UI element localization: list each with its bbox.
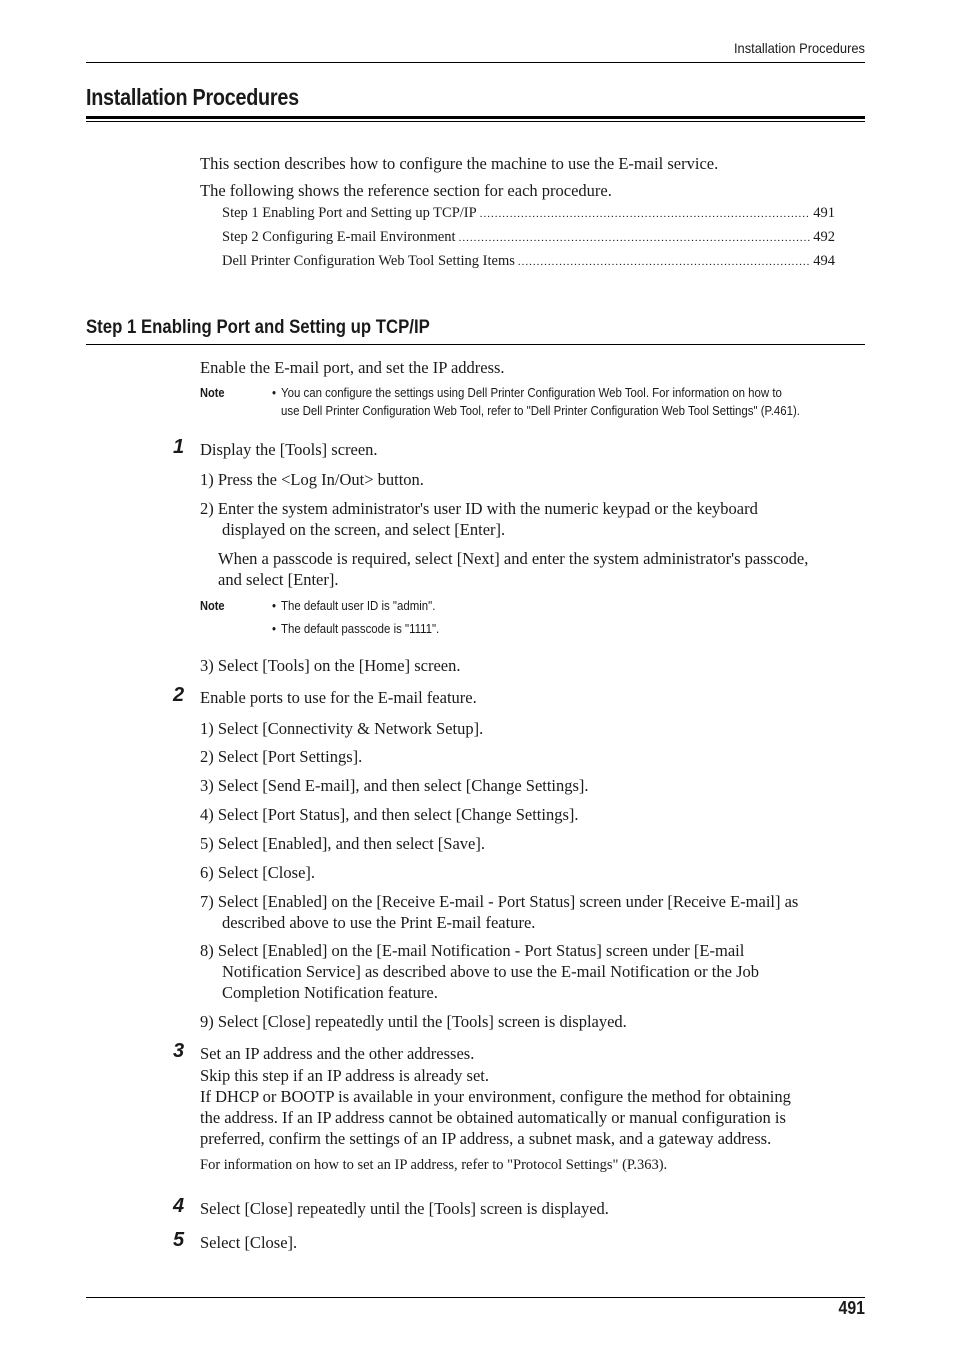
title-rule-thick	[86, 116, 865, 119]
step-paragraph: When a passcode is required, select [Next] and enter the system administrator's passcode,	[218, 549, 809, 568]
substep: 1) Press the <Log In/Out> button.	[200, 470, 424, 489]
toc-leader-dots	[459, 232, 811, 244]
step-paragraph: Skip this step if an IP address is already set.	[200, 1066, 490, 1085]
note-label: Note	[200, 598, 225, 613]
step-paragraph: If DHCP or BOOTP is available in your environment, configure the method for obtaining	[200, 1087, 791, 1106]
substep-continued: described above to use the Print E-mail feature.	[222, 913, 536, 932]
toc-entry[interactable]	[222, 229, 835, 246]
reference-note: For information on how to set an IP address, refer to "Protocol Settings" (P.363).	[200, 1157, 668, 1173]
toc-entry-page[interactable]: 491	[813, 205, 835, 221]
section-rule	[86, 344, 865, 345]
step-text: Select [Close].	[200, 1233, 298, 1252]
toc-entry-label[interactable]: Dell Printer Configuration Web Tool Setting Items	[222, 253, 515, 269]
note-text-line: The default passcode is "1111".	[281, 621, 440, 636]
substep-continued: Completion Notification feature.	[222, 983, 438, 1002]
note-bullet: •	[272, 598, 277, 613]
substep: 6) Select [Close].	[200, 863, 316, 882]
toc-entry-page[interactable]: 492	[813, 229, 835, 245]
step-text: Select [Close] repeatedly until the [Tools] screen is displayed.	[200, 1199, 609, 1218]
note-text-line: use Dell Printer Configuration Web Tool, refer to "Dell Printer Configuration Web Tool Settings" (P.461).	[281, 403, 800, 418]
note-bullet: •	[272, 385, 277, 400]
substep-continued: displayed on the screen, and select [Enter].	[222, 520, 506, 539]
step-paragraph: and select [Enter].	[218, 570, 339, 589]
step-number: 3	[173, 1040, 185, 1062]
note-bullet: •	[272, 621, 277, 636]
note-text-line: You can configure the settings using Dell Printer Configuration Web Tool. For information on how to	[281, 385, 782, 400]
substep: 2) Enter the system administrator's user ID with the numeric keypad or the keyboard	[200, 499, 758, 518]
header-rule	[86, 62, 865, 63]
intro-paragraph-1: This section describes how to configure the machine to use the E-mail service.	[200, 154, 719, 173]
step-text: Set an IP address and the other addresses.	[200, 1044, 475, 1063]
substep: 8) Select [Enabled] on the [E-mail Notification - Port Status] screen under [E-mail	[200, 941, 745, 960]
step-paragraph: preferred, confirm the settings of an IP address, a subnet mask, and a gateway address.	[200, 1129, 772, 1148]
step-text: Enable ports to use for the E-mail feature.	[200, 688, 477, 707]
step-number: 5	[173, 1229, 185, 1251]
note-text-line: The default user ID is "admin".	[281, 598, 436, 613]
toc-entry[interactable]	[222, 205, 835, 222]
substep: 9) Select [Close] repeatedly until the [Tools] screen is displayed.	[200, 1012, 627, 1031]
running-header: Installation Procedures	[733, 40, 865, 56]
step-number: 4	[173, 1195, 185, 1217]
toc-entry-label[interactable]: Step 2 Configuring E-mail Environment	[222, 229, 456, 245]
substep: 3) Select [Tools] on the [Home] screen.	[200, 656, 461, 675]
substep: 2) Select [Port Settings].	[200, 747, 363, 766]
step-number: 1	[173, 436, 185, 458]
substep: 7) Select [Enabled] on the [Receive E-mail - Port Status] screen under [Receive E-mail] as	[200, 892, 799, 911]
page-number: 491	[838, 1298, 865, 1318]
intro-paragraph-2: The following shows the reference section for each procedure.	[200, 181, 612, 200]
substep-continued: Notification Service] as described above to use the E-mail Notification or the Job	[222, 962, 759, 981]
step-text: Display the [Tools] screen.	[200, 440, 378, 459]
page-title: Installation Procedures	[86, 84, 299, 110]
substep: 1) Select [Connectivity & Network Setup].	[200, 719, 484, 738]
note-label: Note	[200, 385, 225, 400]
substep: 5) Select [Enabled], and then select [Save].	[200, 834, 485, 853]
footer-rule	[86, 1297, 865, 1298]
step-number: 2	[173, 684, 185, 706]
toc-entry-page[interactable]: 494	[813, 253, 835, 269]
substep: 4) Select [Port Status], and then select [Change Settings].	[200, 805, 579, 824]
substep: 3) Select [Send E-mail], and then select [Change Settings].	[200, 776, 589, 795]
toc-entry-label[interactable]: Step 1 Enabling Port and Setting up TCP/IP	[222, 205, 477, 221]
section-lead: Enable the E-mail port, and set the IP address.	[200, 358, 505, 377]
toc-entry[interactable]	[222, 253, 835, 270]
toc-leader-dots	[480, 208, 811, 220]
toc-leader-dots	[518, 256, 810, 268]
title-rule-thin	[86, 121, 865, 122]
step-paragraph: the address. If an IP address cannot be obtained automatically or manual configuration is	[200, 1108, 786, 1127]
section-title: Step 1 Enabling Port and Setting up TCP/IP	[86, 316, 430, 338]
